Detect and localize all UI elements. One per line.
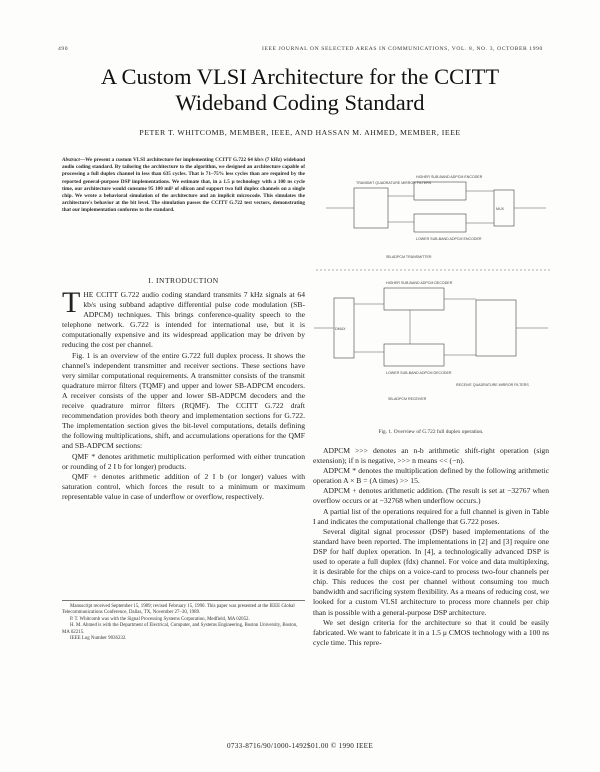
transmit-signal-lines [326, 191, 546, 223]
fig-label-mux: MUX [496, 207, 504, 211]
lower-encoder-block [414, 214, 466, 232]
fig-label-rqmf: RECEIVE QUADRATURE MIRROR FILTERS [456, 383, 529, 387]
intro-paragraph-1 [62, 286, 305, 351]
fig-label-transmitter: SB-ADPCM TRANSMITTER [386, 255, 432, 259]
right-column-text [313, 446, 549, 648]
abstract-label: Abstract— [62, 157, 86, 163]
running-head: IEEE JOURNAL ON SELECTED AREAS IN COMMUNICATIONS, VOL. 8, NO. 3, OCTOBER 1990 [262, 46, 543, 52]
intro-paragraph-4: QMF + denotes arithmetic addition of 2 I b (or longer) values with saturation control, which forces the result to a minimum or maximum representable value in case of underflow or overflow, respectively. [62, 471, 305, 501]
right-paragraph-3: ADPCM + denotes arithmetic addition. (The result is set at −32767 when overflow occurs or at −32768 when underflow occurs.) [313, 486, 549, 506]
higher-decoder-block [384, 288, 444, 310]
fig-label-lower-decoder: LOWER SUB-BAND ADPCM DECODER [386, 371, 452, 375]
title-line-1: A Custom VLSI Architecture for the CCITT [100, 64, 500, 89]
intro-paragraph-2: Fig. 1 is an overview of the entire G.722 full duplex process. It shows the channel's independent transmitter and receiver sections. These sections have very similar computational requirements. A transmitter consists of the transmit quadrature mirror filters (TQMF) and upper and lower SB-ADPCM encoders. A receiver consists of the upper and lower SB-ADPCM decoders and the receive quadrature mirror filters (RQMF). The CCITT G.722 draft recommendation provides both theory and implementation sections for G.722. The implementation section gives the bit-level computations, details defining the following multiplications, shift, and accumulations operations for the QMF and SB-ADPCM sections: [62, 350, 305, 451]
intro-p1-text: HE CCITT G.722 audio coding standard transmits 7 kHz signals at 64 kb/s using subband adaptive differential pulse code modulation (SB-ADPCM) techniques. This brings conference-quality speech to the telephone network. G.722 is intended for international use, but it is computationally expensive and its widespread application may be driven by reducing the cost per channel. [62, 290, 305, 350]
tqmf-block [354, 188, 388, 228]
fig-label-receiver: SB-ADPCM RECEIVER [388, 397, 427, 401]
intro-paragraph-3: QMF * denotes arithmetic multiplication performed with either truncation or rounding of 2 I b for longer) products. [62, 451, 305, 471]
figure-caption: Fig. 1. Overview of G.722 full duplex operation. [378, 429, 484, 435]
section-heading: I. INTRODUCTION [148, 276, 219, 285]
authors: PETER T. WHITCOMB, MEMBER, IEEE, AND HASSAN M. AHMED, MEMBER, IEEE [139, 128, 461, 137]
fig-label-higher-decoder: HIGHER SUB-BAND ADPCM DECODER [386, 281, 453, 285]
fig-label-tqmf: TRANSMIT QUADRATURE MIRROR FILTERS [356, 181, 432, 185]
rqmf-block [476, 300, 516, 356]
footnote-4: IEEE Log Number 9036232. [70, 636, 127, 642]
lower-decoder-block [384, 344, 444, 366]
figure-1-diagram [306, 160, 556, 428]
right-paragraph-2: ADPCM * denotes the multiplication defined by the following arithmetic operation A × B = (A times) >> 15. [313, 466, 549, 486]
page-number: 490 [58, 46, 69, 52]
footnote-3: H. M. Ahmed is with the Department of Electrical, Computer, and Systems Engineering, Boston University, Boston, MA 02215. [62, 623, 298, 635]
fig-label-higher-encoder: HIGHER SUB-BAND ADPCM ENCODER [416, 175, 483, 179]
footnote-2: P. T. Whitcomb was with the Signal Processing Systems Corporation, Medfield, MA 02052. [70, 616, 250, 622]
title-line-2: Wideband Coding Standard [175, 90, 425, 115]
right-paragraph-1: ADPCM >>> denotes an n-b arithmetic shift-right operation (sign extension); if n is negative, >>> n means << (−n). [313, 446, 549, 466]
footnote [62, 600, 305, 642]
abstract-text: We present a custom VLSI architecture for implementing CCITT G.722 64 kb/s (7 kHz) wideband audio coding standard. By tailoring the architecture to the algorithm, we designed an architecture capable of processing a full duplex channel in less than 635 cycles. That is 71–75% less cycles than are required by the reported general-purpose DSP implementations. We estimate that, in a 1.5 μ technology with a 100 ns cycle time, our architecture would consume 95 100 mil² of silicon and support two full duplex channels on a single chip. We wrote a behavioral simulation of the architecture and an implicit microcode. This simulates the architecture's behavior at the bit level. The simulation passes the CCITT G.722 test vectors, demonstrating that our implementation conforms to the standard. [62, 157, 305, 214]
right-paragraph-6: We set design criteria for the architecture so that it could be easily fabricated. We want to fabricate it in a 1.5 μ CMOS technology with a 100 ns cycle time. This repre- [313, 617, 549, 647]
drop-cap: T [62, 286, 81, 319]
right-paragraph-5: Several digital signal processor (DSP) based implementations of the standard have been reported. The implementations in [2] and [3] require one DSP for half duplex operation. In [4], a technologically advanced DSP is used to operate a full duplex (fdx) channel. For voice and data multiplexing, it is desirable for the chips on a voice-card to process two-four channels per chip. This reduces the cost per channel without consuming too much bandwidth and sacrificing system flexibility. As a means of reducing cost, we looked for a custom VLSI architecture to process more channels per chip than is possible with a general-purpose DSP architecture. [313, 526, 549, 617]
fig-label-dmux: DMUX [335, 327, 346, 331]
abstract [62, 157, 305, 215]
fig-label-lower-encoder: LOWER SUB-BAND ADPCM ENCODER [416, 237, 482, 241]
receive-signal-lines [314, 299, 548, 355]
intro-column [62, 286, 305, 502]
copyright-line: 0733-8716/90/1000-1492$01.00 © 1990 IEEE [226, 742, 374, 750]
footnote-1: Manuscript received September 15, 1989; revised February 15, 1990. This paper was presented at the IEEE Global Telecommunications Conference, Dallas, TX, November 27–30, 1989. [62, 604, 295, 616]
right-paragraph-4: A partial list of the operations required for a full channel is given in Table I and indicates the computational challenge that G.722 poses. [313, 506, 549, 526]
